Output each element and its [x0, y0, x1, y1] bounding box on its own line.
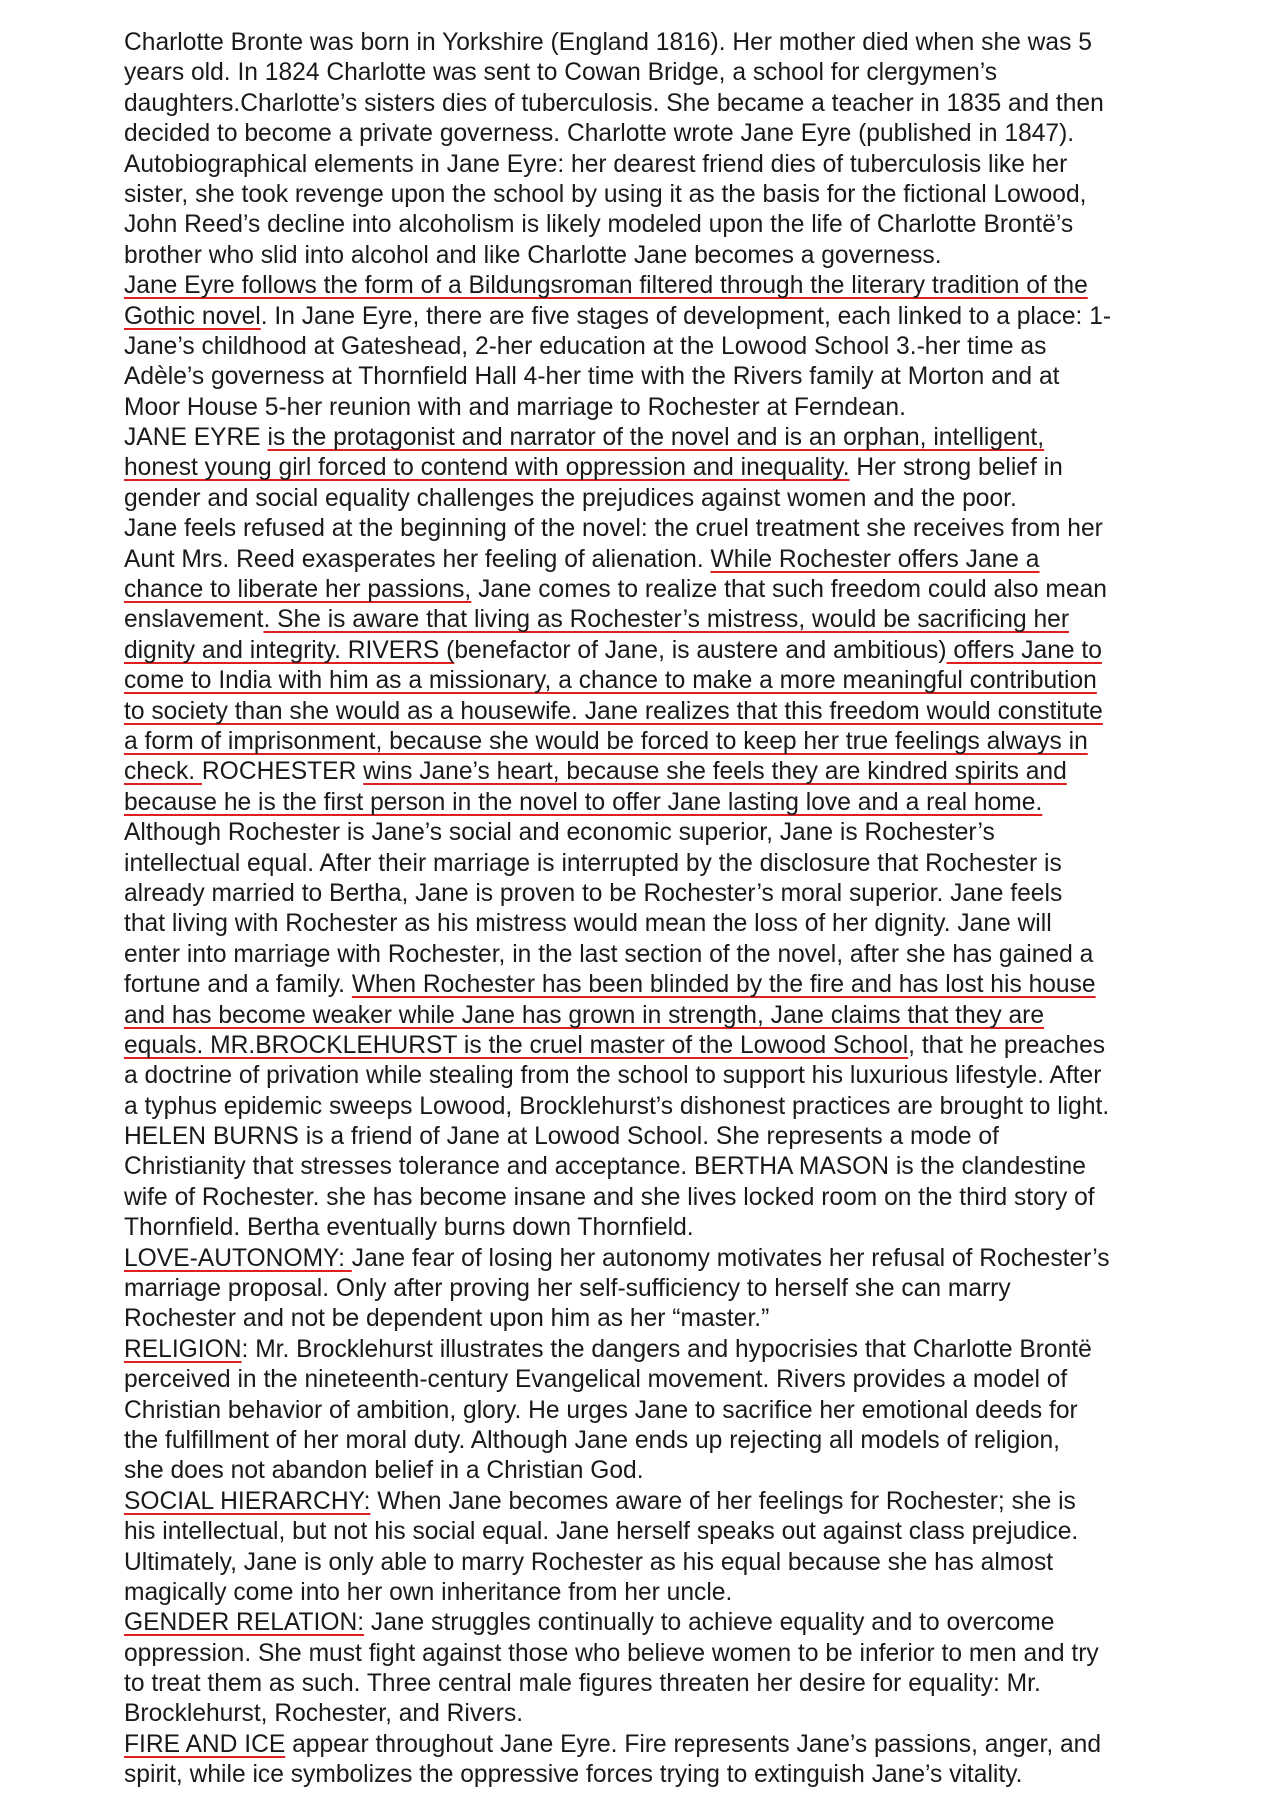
text-segment: , that he preaches — [908, 1031, 1106, 1059]
text-segment: Christian behavior of ambition, glory. He urges Jane to sacrifice her emotional deeds for — [124, 1396, 1078, 1424]
text-line — [124, 28, 1174, 58]
text-line — [124, 210, 1174, 240]
text-line — [124, 241, 1174, 271]
text-line — [124, 1274, 1174, 1304]
text-segment: John Reed’s decline into alcoholism is likely modeled upon the life of Charlotte Brontë’s — [124, 211, 1074, 239]
text-segment: years old. In 1824 Charlotte was sent to Cowan Bridge, a school for clergymen’s — [124, 59, 998, 87]
text-line — [124, 1396, 1174, 1426]
text-segment: benefactor of Jane, is austere and ambitious) — [454, 636, 947, 664]
text-segment: Ultimately, Jane is only able to marry Rochester as his equal because she has almost — [124, 1548, 1054, 1576]
text-line — [124, 1699, 1174, 1729]
text-segment: Rochester and not be dependent upon him as her “master.” — [124, 1305, 770, 1333]
text-line — [124, 788, 1174, 818]
text-segment: fortune and a family. — [124, 971, 352, 999]
text-line — [124, 1548, 1174, 1578]
text-segment: that living with Rochester as his mistress would mean the loss of her dignity. Jane will — [124, 910, 1052, 938]
text-line — [124, 484, 1174, 514]
text-line — [124, 970, 1174, 1000]
text-line — [124, 1608, 1174, 1638]
text-line — [124, 180, 1174, 210]
text-line — [124, 697, 1174, 727]
text-segment: decided to become a private governess. Charlotte wrote Jane Eyre (published in 1847). — [124, 120, 1075, 148]
text-segment: Autobiographical elements in Jane Eyre: her dearest friend dies of tuberculosis like her — [124, 150, 1068, 178]
text-segment: Aunt Mrs. Reed exasperates her feeling of alienation. — [124, 545, 711, 573]
text-line — [124, 636, 1174, 666]
underlined-text: GENDER RELATION: — [124, 1609, 365, 1637]
text-line — [124, 849, 1174, 879]
text-segment: a doctrine of privation while stealing from the school to support his luxurious lifestyle. After — [124, 1062, 1102, 1090]
underlined-text: chance to liberate her passions, — [124, 576, 472, 604]
text-line — [124, 1760, 1174, 1790]
text-segment: wife of Rochester. she has become insane and she lives locked room on the third story of — [124, 1183, 1095, 1211]
underlined-text: offers Jane to — [946, 636, 1102, 664]
text-line — [124, 1092, 1174, 1122]
text-line — [124, 818, 1174, 848]
text-line — [124, 909, 1174, 939]
text-line — [124, 605, 1174, 635]
text-segment: Although Rochester is Jane’s social and economic superior, Jane is Rochester’s — [124, 819, 995, 847]
text-line — [124, 453, 1174, 483]
text-segment: gender and social equality challenges the prejudices against women and the poor. — [124, 484, 1017, 512]
text-segment: Christianity that stresses tolerance and acceptance. BERTHA MASON is the clandestine — [124, 1153, 1086, 1181]
text-line — [124, 514, 1174, 544]
text-line — [124, 666, 1174, 696]
text-line — [124, 1244, 1174, 1274]
text-segment: Jane comes to realize that such freedom could also mean — [471, 576, 1107, 604]
underlined-text: honest young girl forced to contend with oppression and inequality. — [124, 454, 850, 482]
text-line — [124, 58, 1174, 88]
text-segment: When Jane becomes aware of her feelings for Rochester; she is — [370, 1487, 1076, 1515]
underlined-text: a form of imprisonment, because she would be forced to keep her true feelings always in — [124, 727, 1088, 755]
underlined-text: LOVE-AUTONOMY: — [124, 1244, 352, 1272]
text-line — [124, 1487, 1174, 1517]
text-line — [124, 1426, 1174, 1456]
underlined-text: come to India with him as a missionary, a chance to make a more meaningful contribution — [124, 667, 1097, 695]
underlined-text: Gothic novel — [124, 302, 261, 330]
text-segment: Charlotte Bronte was born in Yorkshire (England 1816). Her mother died when she was 5 — [124, 29, 1092, 56]
underlined-text: RELIGION — [124, 1335, 242, 1363]
underlined-text: because he is the first person in the novel to offer Jane lasting love and a real home. — [124, 788, 1043, 816]
text-segment: Her strong belief in — [849, 454, 1063, 482]
underlined-text: and has become weaker while Jane has grown in strength, Jane claims that they are — [124, 1001, 1045, 1029]
text-segment: oppression. She must fight against those who believe women to be inferior to men and try — [124, 1639, 1099, 1667]
text-line — [124, 1669, 1174, 1699]
text-line — [124, 1001, 1174, 1031]
text-line — [124, 393, 1174, 423]
text-segment: Moor House 5-her reunion with and marriage to Rochester at Ferndean. — [124, 393, 906, 421]
text-line — [124, 1365, 1174, 1395]
text-segment: Jane feels refused at the beginning of the novel: the cruel treatment she receives from her — [124, 515, 1103, 543]
text-segment: perceived in the nineteenth-century Evangelical movement. Rivers provides a model of — [124, 1366, 1068, 1394]
underlined-text: to society than she would as a housewife. Jane realizes that this freedom would constitute — [124, 697, 1103, 725]
text-line — [124, 1031, 1174, 1061]
text-segment: the fulfillment of her moral duty. Although Jane ends up rejecting all models of religion, — [124, 1426, 1061, 1454]
text-line — [124, 1061, 1174, 1091]
text-line — [124, 1122, 1174, 1152]
text-segment: intellectual equal. After their marriage is interrupted by the disclosure that Rochester is — [124, 849, 1062, 877]
document-page — [124, 28, 1174, 1791]
text-segment: Thornfield. Bertha eventually burns down Thornfield. — [124, 1214, 694, 1242]
text-line — [124, 545, 1174, 575]
text-segment: his intellectual, but not his social equal. Jane herself speaks out against class prejudice. — [124, 1518, 1079, 1546]
text-line — [124, 879, 1174, 909]
underlined-text: dignity and integrity. RIVERS ( — [124, 636, 455, 664]
underlined-text: When Rochester has been blinded by the fire and has lost his house — [351, 971, 1096, 999]
underlined-text: check. — [124, 758, 202, 786]
underlined-text: equals. MR.BROCKLEHURST is the cruel master of the Lowood School — [124, 1031, 909, 1059]
underlined-text: SOCIAL HIERARCHY: — [124, 1487, 371, 1515]
text-segment: : Mr. Brocklehurst illustrates the dangers and hypocrisies that Charlotte Brontë — [241, 1335, 1092, 1363]
underlined-text: . She is aware that living as Rochester’s mistress, would be sacrificing her — [263, 606, 1070, 634]
text-segment: spirit, while ice symbolizes the oppressive forces trying to extinguish Jane’s vitality. — [124, 1761, 1023, 1789]
text-segment: brother who slid into alcohol and like Charlotte Jane becomes a governess. — [124, 241, 942, 269]
underlined-text: Jane Eyre follows the form of a Bildungsroman filtered through the literary tradition of the — [124, 272, 1088, 300]
text-segment: ROCHESTER — [201, 758, 364, 786]
underlined-text: is the protagonist and narrator of the novel and is an orphan, intelligent, — [267, 424, 1045, 452]
text-segment: to treat them as such. Three central male figures threaten her desire for equality: Mr. — [124, 1670, 1041, 1698]
text-line — [124, 302, 1174, 332]
underlined-text: FIRE AND ICE — [124, 1730, 286, 1758]
text-line — [124, 362, 1174, 392]
text-segment: Brocklehurst, Rochester, and Rivers. — [124, 1700, 524, 1728]
underlined-text: While Rochester offers Jane a — [710, 545, 1040, 573]
text-line — [124, 1304, 1174, 1334]
text-line — [124, 1152, 1174, 1182]
text-line — [124, 1183, 1174, 1213]
text-segment: enter into marriage with Rochester, in the last section of the novel, after she has gained a — [124, 940, 1094, 968]
text-line — [124, 1456, 1174, 1486]
text-segment: JANE EYRE — [124, 424, 268, 452]
text-line — [124, 271, 1174, 301]
text-line — [124, 332, 1174, 362]
text-segment: HELEN BURNS is a friend of Jane at Lowood School. She represents a mode of — [124, 1123, 999, 1151]
text-line — [124, 575, 1174, 605]
text-segment: already married to Bertha, Jane is proven to be Rochester’s moral superior. Jane feels — [124, 879, 1063, 907]
text-segment: . In Jane Eyre, there are five stages of development, each linked to a place: 1- — [260, 302, 1112, 330]
text-segment: enslavement — [124, 606, 264, 634]
text-line — [124, 727, 1174, 757]
text-line — [124, 1335, 1174, 1365]
text-line — [124, 1517, 1174, 1547]
text-segment: magically come into her own inheritance from her uncle. — [124, 1578, 733, 1606]
text-segment: Jane struggles continually to achieve equality and to overcome — [364, 1609, 1055, 1637]
text-segment: appear throughout Jane Eyre. Fire represents Jane’s passions, anger, and — [285, 1730, 1102, 1758]
text-segment: she does not abandon belief in a Christian God. — [124, 1457, 644, 1485]
text-line — [124, 757, 1174, 787]
text-line — [124, 150, 1174, 180]
text-line — [124, 1730, 1174, 1760]
text-segment: Adèle’s governess at Thornfield Hall 4-her time with the Rivers family at Morton and at — [124, 363, 1060, 391]
text-line — [124, 940, 1174, 970]
text-segment: marriage proposal. Only after proving her self-sufficiency to herself she can marry — [124, 1275, 1011, 1303]
text-segment: daughters.Charlotte’s sisters dies of tuberculosis. She became a teacher in 1835 and then — [124, 89, 1104, 117]
text-segment: sister, she took revenge upon the school by using it as the basis for the fictional Lowood, — [124, 180, 1087, 208]
underlined-text: wins Jane’s heart, because she feels they are kindred spirits and — [363, 758, 1067, 786]
text-line — [124, 423, 1174, 453]
text-line — [124, 1213, 1174, 1243]
text-segment: Jane fear of losing her autonomy motivates her refusal of Rochester’s — [351, 1244, 1110, 1272]
text-line — [124, 1639, 1174, 1669]
text-segment: a typhus epidemic sweeps Lowood, Brocklehurst’s dishonest practices are brought to light. — [124, 1092, 1110, 1120]
text-line — [124, 1578, 1174, 1608]
text-segment: Jane’s childhood at Gateshead, 2-her education at the Lowood School 3.-her time as — [124, 332, 1047, 360]
text-line — [124, 119, 1174, 149]
text-line — [124, 89, 1174, 119]
